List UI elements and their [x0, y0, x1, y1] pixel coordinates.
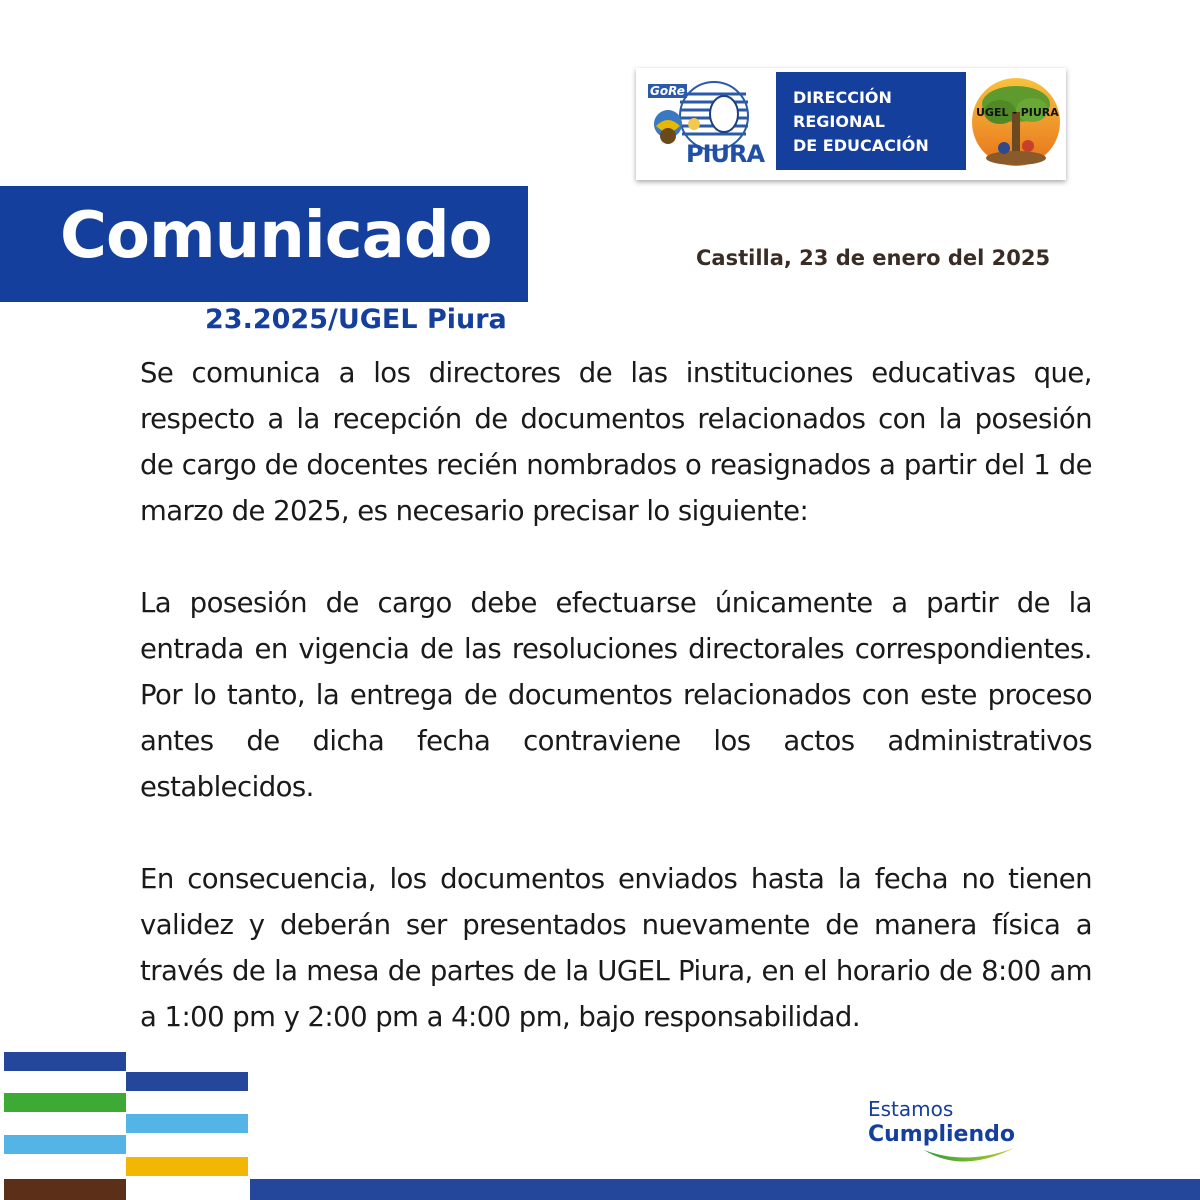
gore-logo-piura-text: PIURA [686, 140, 765, 168]
bottom-bar [250, 1179, 1200, 1200]
dre-label-box [776, 72, 966, 170]
dre-line-3: DE EDUCACIÓN [793, 136, 929, 155]
stripe-navy-right [126, 1072, 248, 1091]
dre-line-2: REGIONAL [793, 112, 885, 131]
ugel-logo-text: UGEL - PIURA [976, 106, 1059, 119]
ugel-piura-logo [970, 72, 1062, 172]
swoosh-icon [922, 1144, 1017, 1170]
dre-line-1: DIRECCIÓN [793, 88, 892, 107]
stripe-green-left [4, 1093, 126, 1112]
body-paragraph-1: Se comunica a los directores de las instituciones educativas que, respecto a la recepción de documentos relacionados con la posesión de cargo de docentes recién nombrados o reasignados a partir del 1 de marzo de 2025, es necesario precisar lo siguiente: [140, 357, 1092, 527]
gore-logo-text: GoRe [650, 84, 685, 98]
document-body [140, 350, 1092, 1040]
body-paragraph-3: En consecuencia, los documentos enviados hasta la fecha no tienen validez y deberán ser presentados nuevamente de manera física a través de la mesa de partes de la UGEL Piura, en el horario de 8:00 am a 1:00 pm y 2:00 pm a 4:00 pm, bajo responsabilidad. [140, 863, 1092, 1033]
logo-strip [636, 68, 1066, 180]
document-number: 23.2025/UGEL Piura [205, 304, 507, 335]
stripe-navy-left [4, 1052, 126, 1071]
body-paragraph-2: La posesión de cargo debe efectuarse únicamente a partir de la entrada en vigencia de las resoluciones directorales correspondientes. Por lo tanto, la entrega de documentos relacionados con este proceso antes de dicha fecha contraviene los actos administrativos establecidos. [140, 587, 1092, 803]
slogan-line-2: Cumpliendo [868, 1122, 1016, 1147]
document-date: Castilla, 23 de enero del 2025 [696, 246, 1051, 270]
stripe-lightblue-right [126, 1114, 248, 1133]
page-title: Comunicado [60, 199, 492, 273]
stripe-yellow-right [126, 1157, 248, 1176]
slogan-line-1: Estamos [868, 1097, 954, 1121]
stripe-brown-left [4, 1179, 126, 1200]
stripe-lightblue-left [4, 1135, 126, 1154]
